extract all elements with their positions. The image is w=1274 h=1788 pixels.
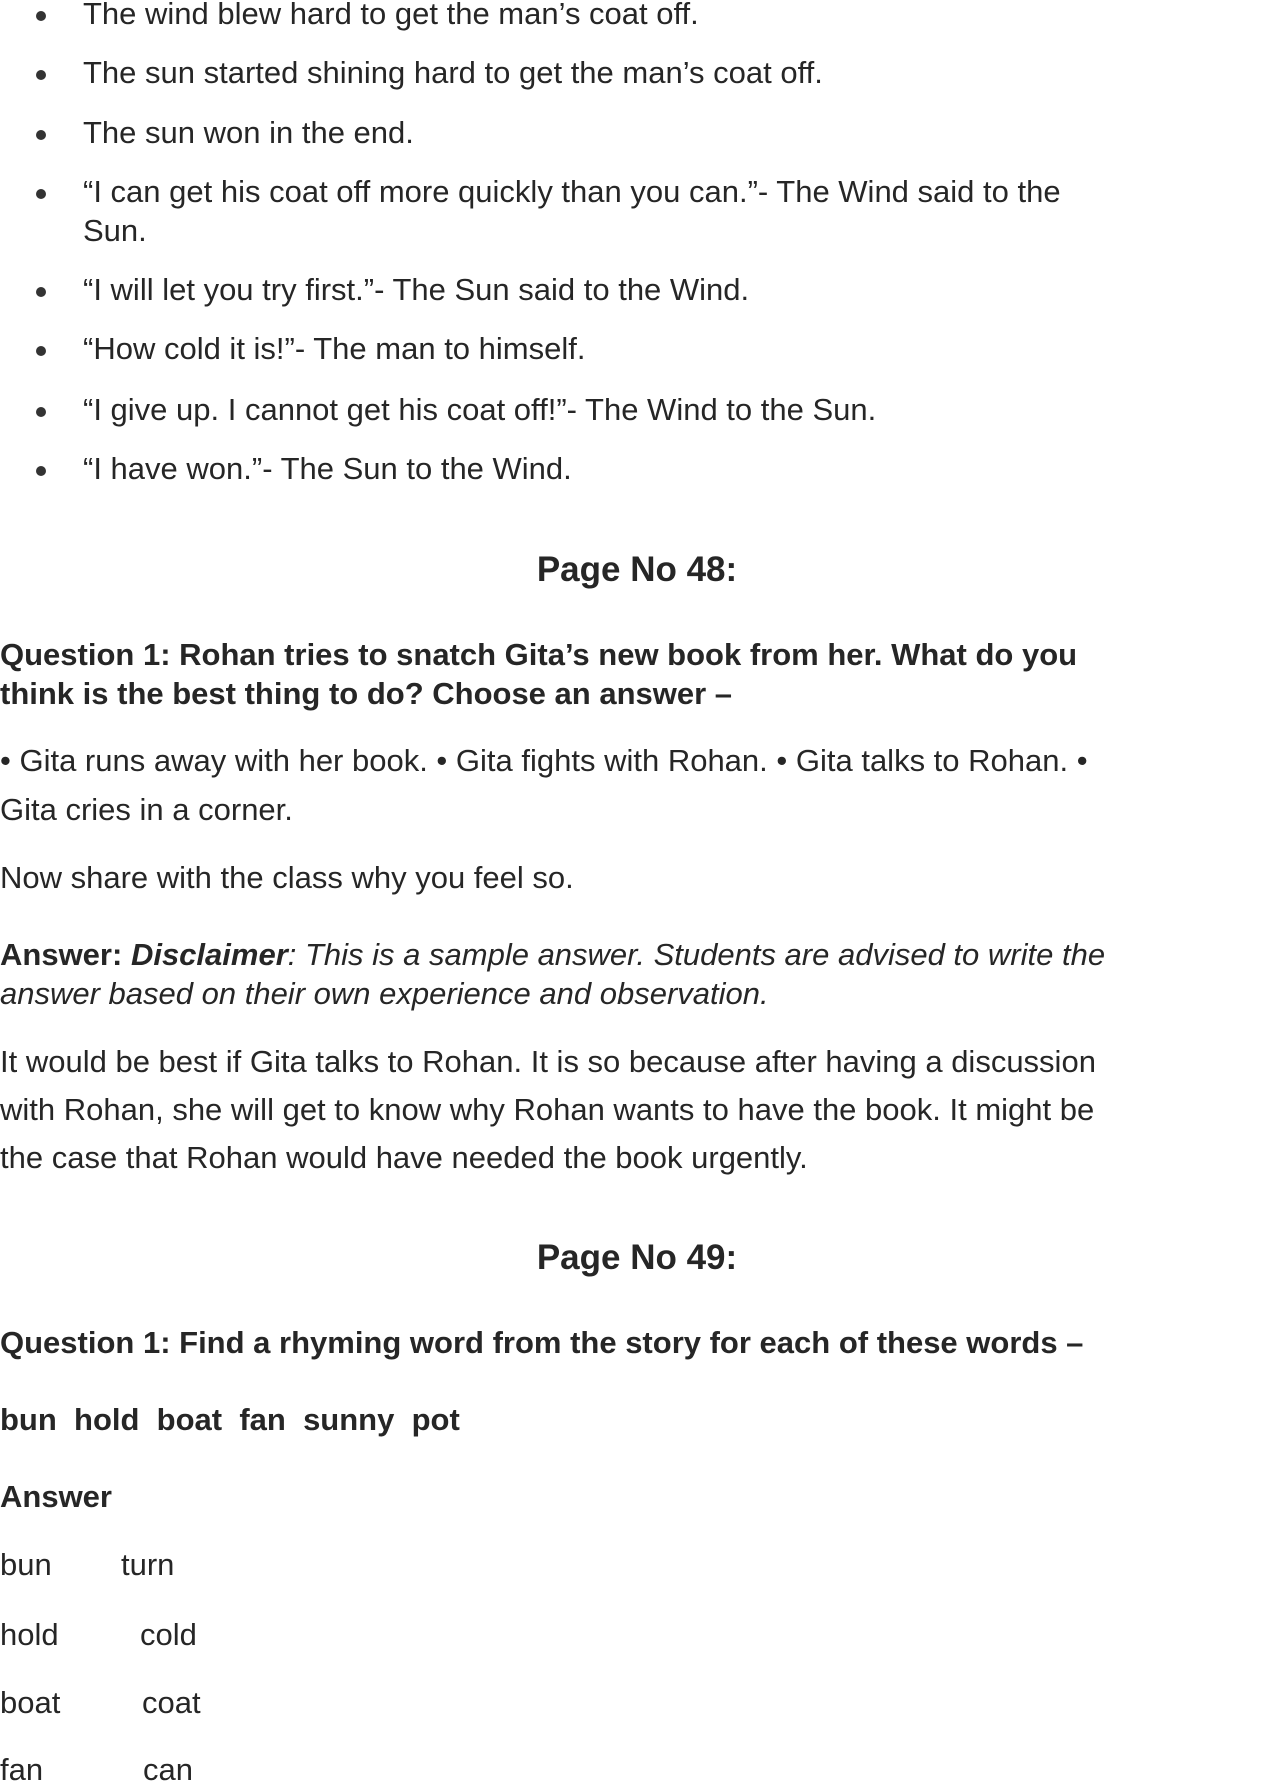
list-item: “I can get his coat off more quickly than you can.”- The Wind said to the [83,174,1061,209]
answer-label: Answer [0,1479,112,1514]
word-list: bun hold boat fan sunny pot [0,1402,460,1437]
list-item-continuation: Sun. [83,213,147,248]
question-text: think is the best thing to do? Choose an answer – [0,676,733,711]
word: fan [0,1752,44,1787]
bullet-icon [36,130,46,140]
disclaimer-line [0,937,1105,973]
list-item: The sun won in the end. [83,115,414,150]
rhyme-pair [0,1685,201,1721]
answer-text: with Rohan, she will get to know why Rohan wants to have the book. It might be [0,1092,1095,1127]
answer-label: Answer: [0,937,123,972]
answer-text: It would be best if Gita talks to Rohan. It is so because after having a discussion [0,1044,1096,1079]
answer-options: • Gita runs away with her book. • Gita fights with Rohan. • Gita talks to Rohan. • [0,743,1088,778]
answer-text: the case that Rohan would have needed the book urgently. [0,1140,808,1175]
disclaimer-text: answer based on their own experience and observation. [0,976,769,1011]
list-item: “I will let you try first.”- The Sun said to the Wind. [83,272,750,307]
disclaimer-text: : This is a sample answer. Students are advised to write the [287,937,1106,972]
list-item: The wind blew hard to get the man’s coat off. [83,0,699,31]
bullet-icon [36,466,46,476]
list-item: “I give up. I cannot get his coat off!”- The Wind to the Sun. [83,392,877,427]
rhyme: can [143,1752,193,1787]
list-item: The sun started shining hard to get the man’s coat off. [83,55,823,90]
disclaimer-label: Disclaimer [130,937,288,972]
answer-options: Gita cries in a corner. [0,792,293,827]
rhyme: turn [121,1547,175,1582]
prompt-text: Now share with the class why you feel so. [0,860,574,895]
question-text: Question 1: Rohan tries to snatch Gita’s new book from her. What do you [0,637,1078,672]
rhyme-pair [0,1752,193,1788]
bullet-icon [36,407,46,417]
word: boat [0,1685,61,1720]
bullet-icon [36,287,46,297]
rhyme-pair [0,1547,175,1583]
rhyme: cold [140,1617,197,1652]
question-text: Question 1: Find a rhyming word from the story for each of these words – [0,1325,1084,1360]
rhyme: coat [142,1685,201,1720]
bullet-icon [36,346,46,356]
list-item: “I have won.”- The Sun to the Wind. [83,451,572,486]
bullet-icon [36,70,46,80]
word: bun [0,1547,52,1582]
page-heading: Page No 48: [536,550,738,589]
bullet-icon [36,11,46,21]
page-heading: Page No 49: [536,1238,738,1277]
word: hold [0,1617,59,1652]
rhyme-pair [0,1617,197,1653]
bullet-icon [36,189,46,199]
list-item: “How cold it is!”- The man to himself. [83,331,586,366]
